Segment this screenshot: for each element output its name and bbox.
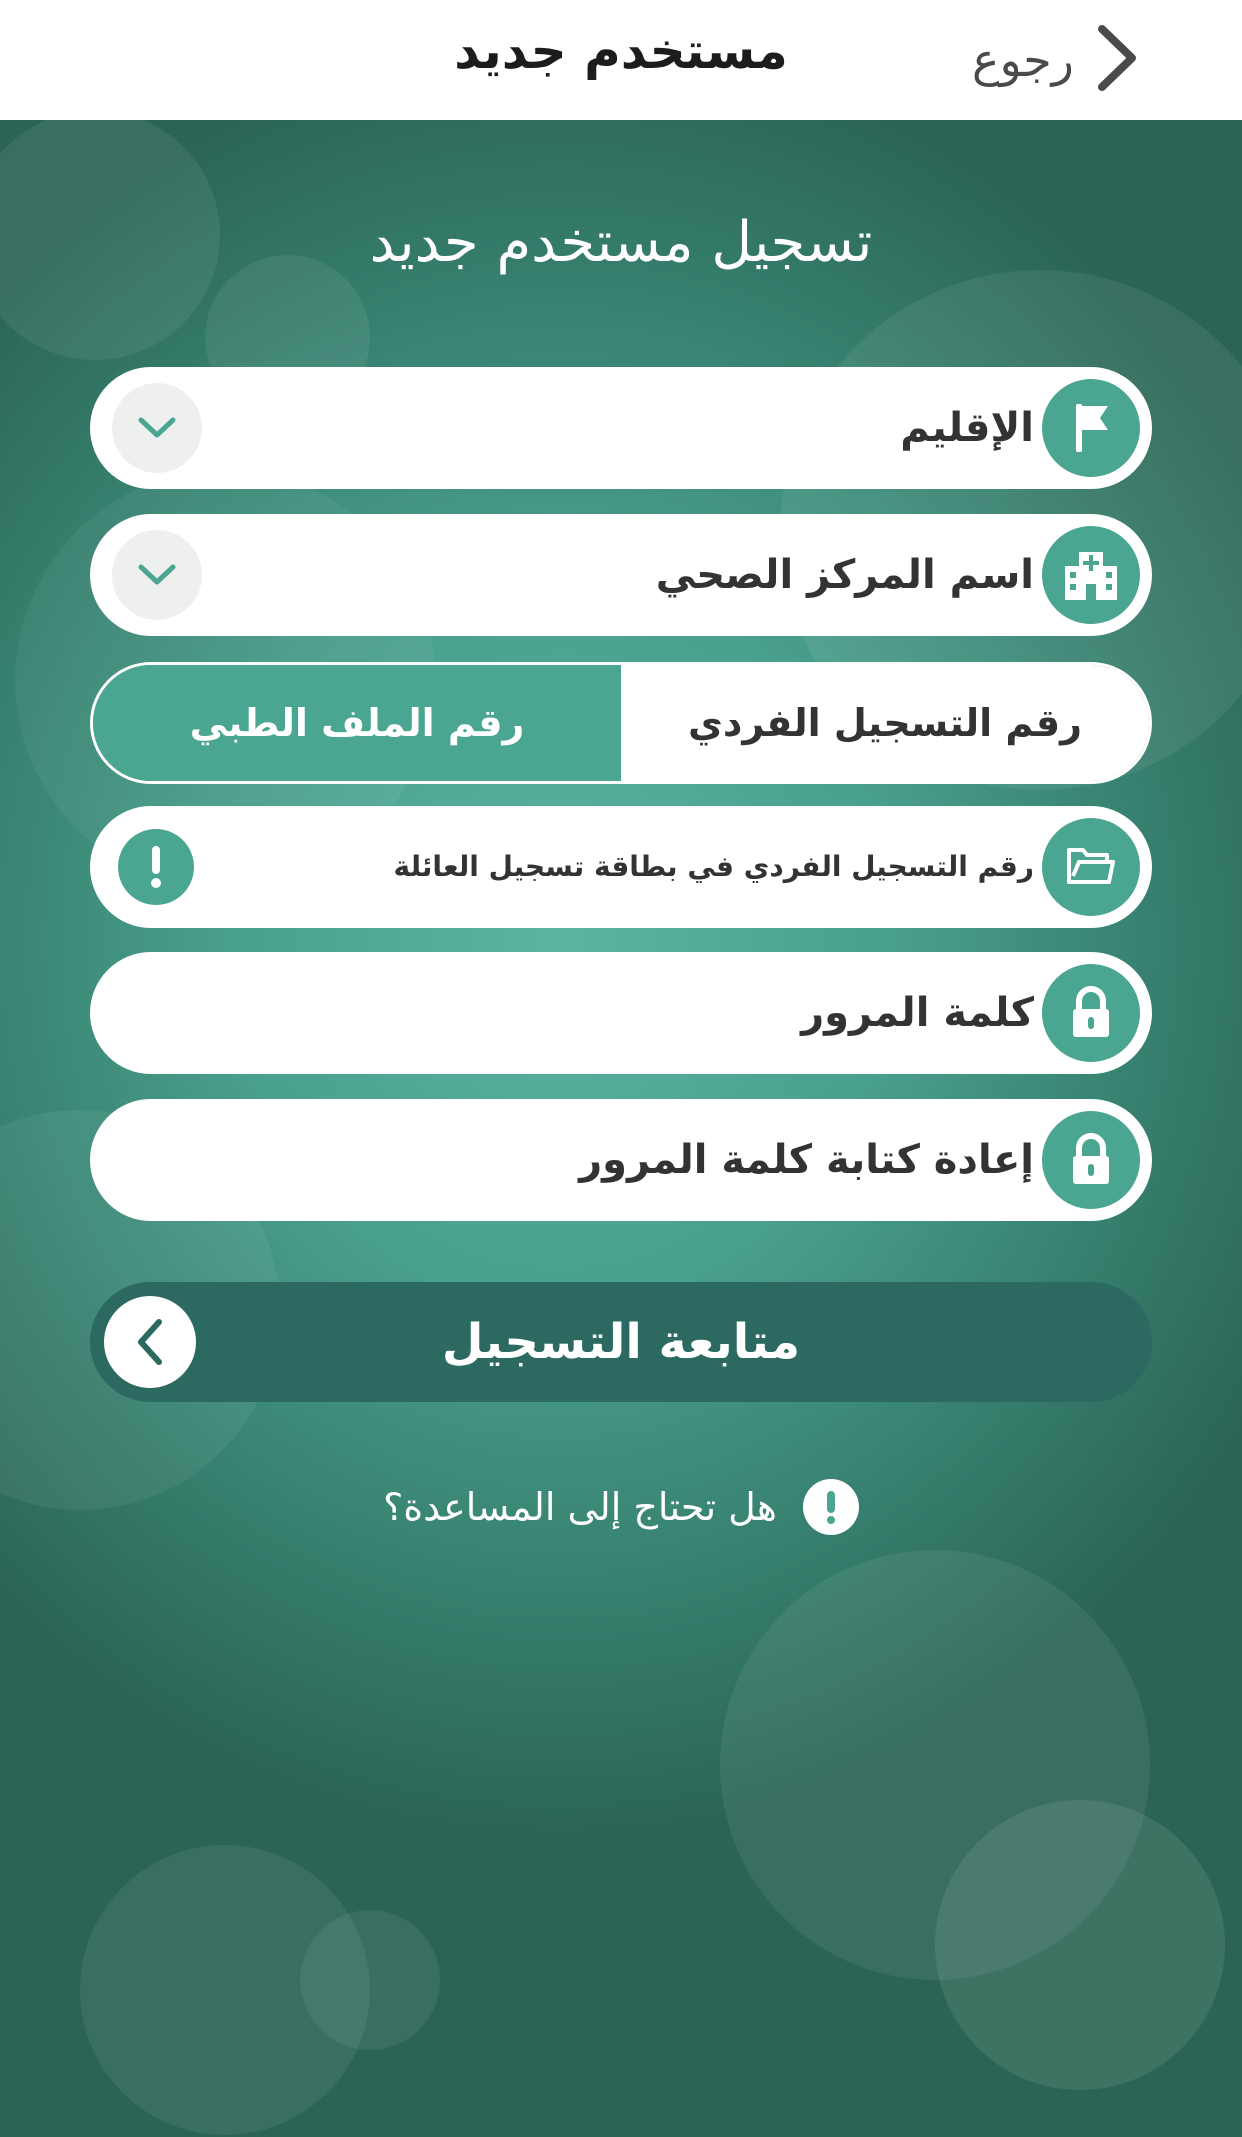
continue-registration-label: متابعة التسجيل (441, 1314, 801, 1370)
region-label: الإقليم (900, 405, 1034, 451)
chevron-down-icon[interactable] (112, 383, 202, 473)
registration-number-input[interactable] (90, 806, 1152, 928)
chevron-right-icon (1096, 23, 1140, 97)
lock-icon (1042, 964, 1140, 1062)
password-input[interactable] (90, 952, 1152, 1074)
info-icon[interactable] (118, 829, 194, 905)
folder-icon (1042, 818, 1140, 916)
health-center-dropdown[interactable] (90, 514, 1152, 636)
page-heading: تسجيل مستخدم جديد (369, 210, 873, 275)
health-center-label: اسم المركز الصحي (655, 552, 1034, 598)
confirm-password-input[interactable] (90, 1099, 1152, 1221)
lock-icon (1042, 1111, 1140, 1209)
help-text: هل تحتاج إلى المساعدة؟ (383, 1485, 777, 1529)
password-placeholder: كلمة المرور (801, 990, 1034, 1036)
back-label: رجوع (972, 33, 1074, 87)
flag-icon (1042, 379, 1140, 477)
region-dropdown[interactable] (90, 367, 1152, 489)
confirm-password-placeholder: إعادة كتابة كلمة المرور (579, 1137, 1034, 1183)
toggle-option-registration-number[interactable]: رقم التسجيل الفردي (621, 665, 1149, 781)
chevron-left-icon (104, 1296, 196, 1388)
chevron-down-icon[interactable] (112, 530, 202, 620)
nav-bar (0, 0, 1242, 120)
help-link[interactable] (0, 1475, 1242, 1539)
back-button[interactable] (972, 18, 1212, 102)
nav-title: مستخدم جديد (454, 22, 788, 80)
registration-number-placeholder: رقم التسجيل الفردي في بطاقة تسجيل العائلة (393, 850, 1034, 883)
hospital-icon (1042, 526, 1140, 624)
exclamation-icon (803, 1479, 859, 1535)
continue-registration-button[interactable] (90, 1282, 1152, 1402)
toggle-option-medical-file-number[interactable]: رقم الملف الطبي (93, 665, 621, 781)
id-type-toggle[interactable] (90, 662, 1152, 784)
